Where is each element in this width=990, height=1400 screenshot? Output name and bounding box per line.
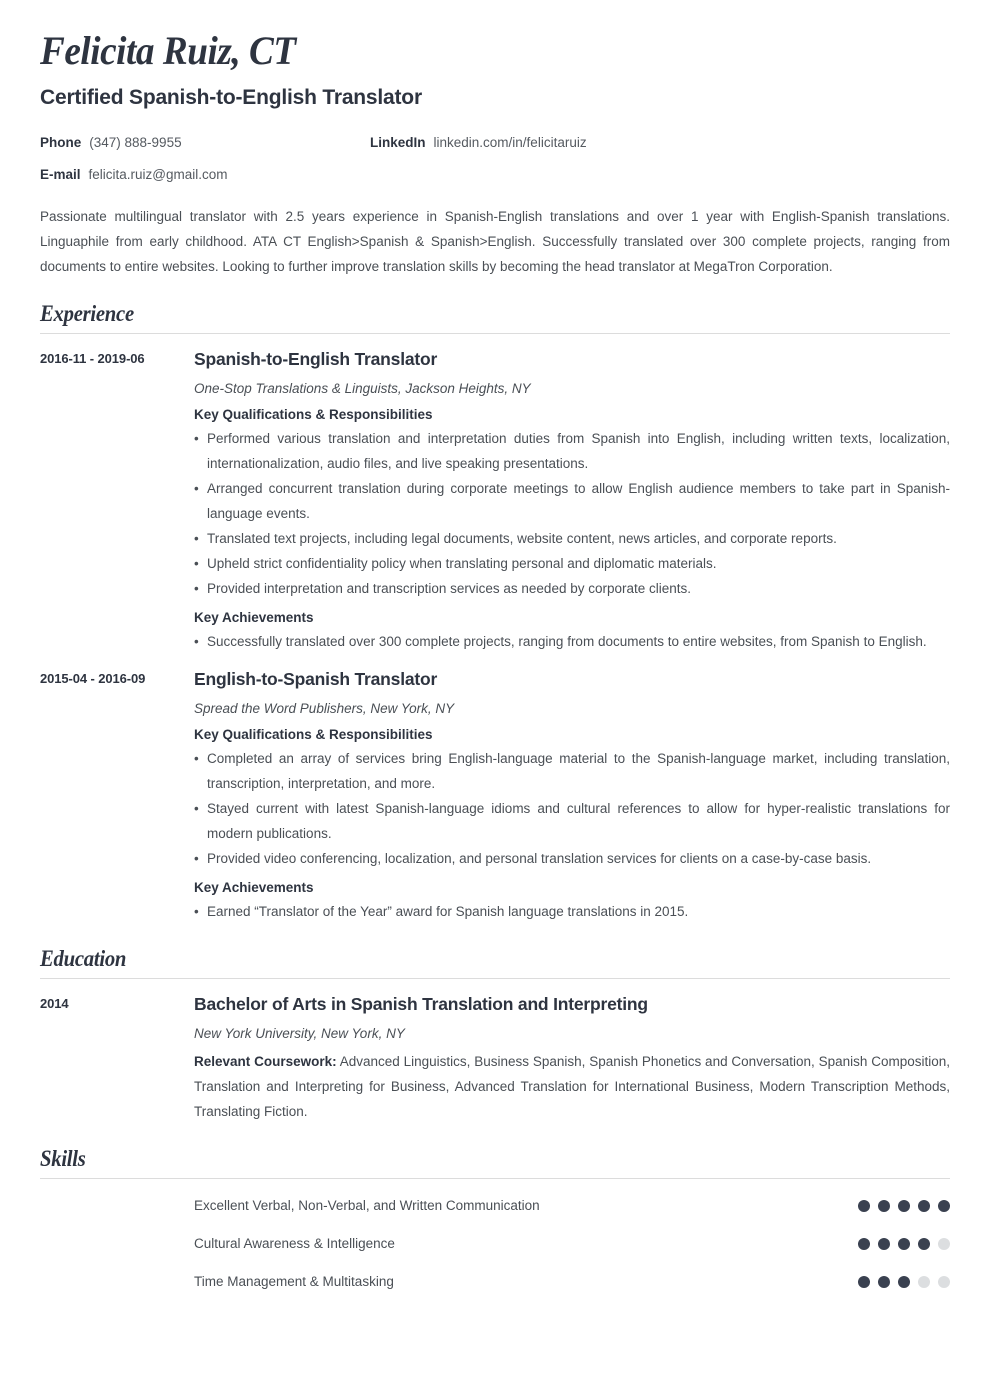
resume-header <box>40 0 950 184</box>
candidate-job-title: Certified Spanish-to-English Translator <box>40 86 422 109</box>
contact-row <box>40 134 950 152</box>
experience-achievements-list <box>194 629 950 654</box>
list-item: • Provided video conferencing, localization, and personal translation services for clients on a case-by-case basis. <box>194 846 950 871</box>
section-divider <box>40 1178 950 1179</box>
section-education <box>40 946 950 1124</box>
list-item: • Stayed current with latest Spanish-language idioms and cultural references to allow for hyper-realistic translations for modern publications. <box>194 796 950 846</box>
rating-dot-filled <box>878 1276 890 1288</box>
list-item: • Translated text projects, including legal documents, website content, news articles, and corporate reports. <box>194 526 950 551</box>
experience-achievements-list <box>194 899 950 924</box>
contact-phone-label: Phone <box>40 135 82 150</box>
section-skills <box>40 1146 950 1294</box>
contact-linkedin-label: LinkedIn <box>370 135 426 150</box>
rating-dot-filled <box>918 1238 930 1250</box>
experience-entry-date: 2016-11 - 2019-06 <box>40 351 145 366</box>
education-entry-body <box>194 993 950 1124</box>
rating-dot-filled <box>898 1238 910 1250</box>
section-heading-experience: Experience <box>40 301 134 326</box>
skill-row <box>40 1269 950 1294</box>
skill-name: Cultural Awareness & Intelligence <box>194 1236 395 1251</box>
experience-entry-title: English-to-Spanish Translator <box>194 669 438 689</box>
list-item: • Earned “Translator of the Year” award for Spanish language translations in 2015. <box>194 899 950 924</box>
section-divider <box>40 333 950 334</box>
experience-achievements-label: Key Achievements <box>194 880 314 895</box>
rating-dot-filled <box>898 1276 910 1288</box>
rating-dot-filled <box>878 1238 890 1250</box>
rating-dot-filled <box>898 1200 910 1212</box>
rating-dot-empty <box>938 1238 950 1250</box>
experience-entry-body <box>194 668 950 924</box>
skill-row <box>40 1193 950 1218</box>
list-item: • Performed various translation and interpretation duties from Spanish into English, including written texts, localization, internationalization, audio files, and live speaking presentations. <box>194 426 950 476</box>
rating-dot-filled <box>858 1200 870 1212</box>
section-heading-education: Education <box>40 946 127 971</box>
list-item: • Completed an array of services bring English-language material to the Spanish-language market, including translation, transcription, interpretation, and more. <box>194 746 950 796</box>
experience-entry <box>40 668 950 924</box>
list-item: • Arranged concurrent translation during corporate meetings to allow English audience members to take part in Spanish-language events. <box>194 476 950 526</box>
rating-dot-filled <box>918 1200 930 1212</box>
education-entry <box>40 993 950 1124</box>
contact-email <box>40 166 370 184</box>
contact-phone <box>40 134 370 152</box>
contact-email-label: E-mail <box>40 167 81 182</box>
experience-entry <box>40 348 950 654</box>
skill-name: Excellent Verbal, Non-Verbal, and Written Communication <box>194 1198 540 1213</box>
experience-entry-company: Spread the Word Publishers, New York, NY <box>194 701 455 716</box>
contact-block <box>40 134 950 184</box>
contact-phone-value[interactable]: (347) 888-9955 <box>89 135 182 150</box>
rating-dot-empty <box>918 1276 930 1288</box>
experience-entry-date: 2015-04 - 2016-09 <box>40 671 146 686</box>
experience-qualifications-label: Key Qualifications & Responsibilities <box>194 727 433 742</box>
contact-linkedin-value[interactable]: linkedin.com/in/felicitaruiz <box>433 135 587 150</box>
skills-list <box>40 1193 950 1294</box>
section-divider <box>40 978 950 979</box>
experience-entry-title: Spanish-to-English Translator <box>194 349 438 369</box>
rating-dot-filled <box>858 1238 870 1250</box>
list-item: • Provided interpretation and transcription services as needed by corporate clients. <box>194 576 950 601</box>
education-coursework-label: Relevant Coursework: <box>194 1054 337 1069</box>
skill-rating <box>858 1231 950 1250</box>
skill-rating <box>858 1269 950 1288</box>
list-item: • Upheld strict confidentiality policy when translating personal and diplomatic materials. <box>194 551 950 576</box>
section-heading-skills: Skills <box>40 1146 86 1171</box>
candidate-name: Felicita Ruiz, CT <box>40 28 296 73</box>
education-coursework-value: Advanced Linguistics, Business Spanish, Spanish Phonetics and Conversation, Spanish Composition, Translation and Interpreting for Business, Advanced Translation for International Business, Modern Transcription Methods, Translating Fiction. <box>194 1054 950 1119</box>
education-entry-school: New York University, New York, NY <box>194 1026 405 1041</box>
experience-entry-body <box>194 348 950 654</box>
experience-entry-company: One-Stop Translations & Linguists, Jackson Heights, NY <box>194 381 531 396</box>
rating-dot-empty <box>938 1276 950 1288</box>
experience-qualifications-label: Key Qualifications & Responsibilities <box>194 407 433 422</box>
skill-rating <box>858 1193 950 1212</box>
section-experience <box>40 301 950 924</box>
rating-dot-filled <box>878 1200 890 1212</box>
education-coursework <box>194 1049 950 1124</box>
list-item: • Successfully translated over 300 complete projects, ranging from documents to entire websites, from Spanish to English. <box>194 629 950 654</box>
skill-row <box>40 1231 950 1256</box>
rating-dot-filled <box>858 1276 870 1288</box>
contact-row <box>40 166 950 184</box>
skill-name: Time Management & Multitasking <box>194 1274 394 1289</box>
contact-linkedin <box>370 134 587 152</box>
experience-achievements-label: Key Achievements <box>194 610 314 625</box>
experience-qualifications-list <box>194 746 950 871</box>
contact-email-value[interactable]: felicita.ruiz@gmail.com <box>88 167 228 182</box>
professional-summary: Passionate multilingual translator with 2.5 years experience in Spanish-English translations and over 1 year with English-Spanish translations. Linguaphile from early childhood. ATA CT English>Spanish & Spanish>English. Successfully translated over 300 complete projects, ranging from documents to entire websites. Looking to further improve translation skills by becoming the head translator at MegaTron Corporation. <box>40 209 950 274</box>
education-entry-degree: Bachelor of Arts in Spanish Translation and Interpreting <box>194 994 648 1014</box>
rating-dot-filled <box>938 1200 950 1212</box>
experience-qualifications-list <box>194 426 950 601</box>
education-entry-date: 2014 <box>40 996 69 1011</box>
